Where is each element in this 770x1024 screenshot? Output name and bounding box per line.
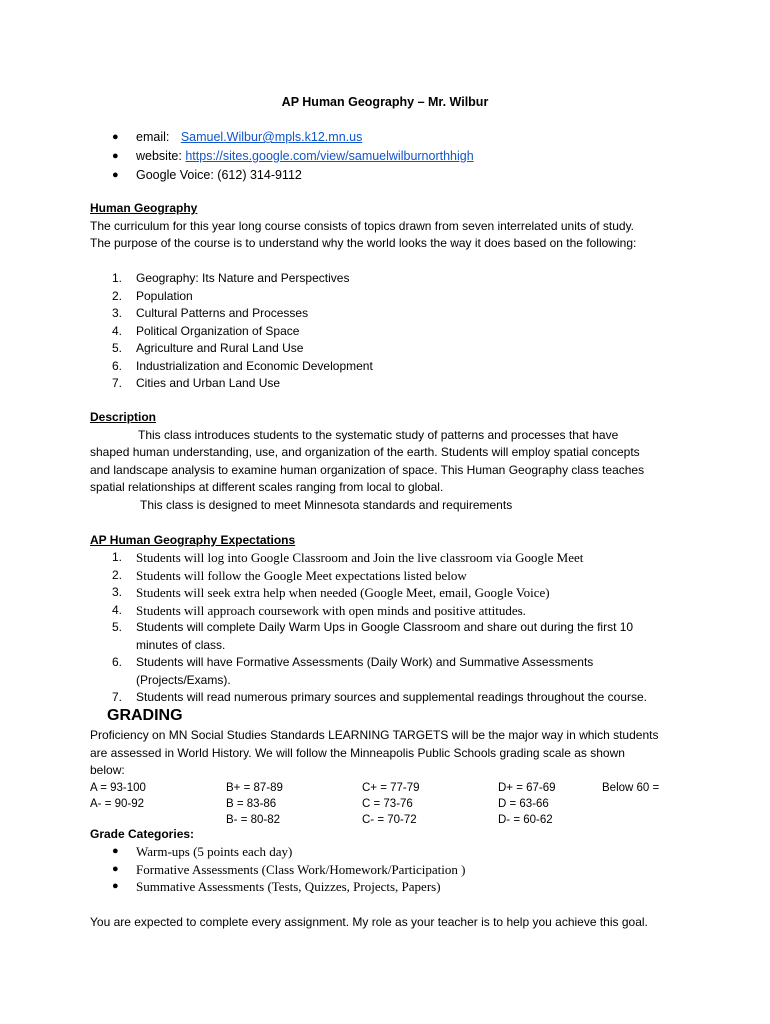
list-item: 4. Political Organization of Space <box>112 323 300 338</box>
list-item: 7. Cities and Urban Land Use <box>112 376 281 390</box>
contact-email-row <box>108 128 474 147</box>
description-heading: Description <box>90 410 157 424</box>
list-item: 3. Cultural Patterns and Processes <box>112 306 309 320</box>
grading-intro: Proficiency on MN Social Studies Standards LEARNING TARGETS will be the major way in which students are assessed in World History. We will follow the Minneapolis Public Schools grading scale as shown below: <box>90 728 659 777</box>
list-item: 4. Students will approach coursework with open minds and positive attitudes. <box>112 602 526 618</box>
expectations-list <box>90 549 647 707</box>
scale-column-d: D+ = 67-69 D = 63-66 D- = 60-62 <box>498 782 556 826</box>
website-link[interactable]: https://sites.google.com/view/samuelwilburnorthhigh <box>185 149 474 163</box>
list-item: 7. Students will read numerous primary sources and supplemental readings throughout the course. <box>112 690 647 704</box>
list-item: 3. Students will seek extra help when needed (Google Meet, email, Google Voice) <box>112 585 550 600</box>
list-item: 6. Industrialization and Economic Development <box>112 358 373 373</box>
list-item: 2. Students will follow the Google Meet expectations listed below <box>112 567 467 583</box>
description-line: spatial relationships at different scales ranging from local to global. <box>90 480 444 494</box>
human-geography-section <box>90 200 690 253</box>
standards-line: This class is designed to meet Minnesota standards and requirements <box>140 497 513 512</box>
list-item: ● Warm-ups (5 points each day) <box>112 844 293 859</box>
bullet-icon: ● <box>112 862 119 875</box>
grade-categories-list <box>108 843 465 896</box>
google-voice-text: Google Voice: (612) 314-9112 <box>136 168 302 182</box>
list-item: 5. Agriculture and Rural Land Use <box>112 341 304 355</box>
grading-heading: GRADING <box>107 707 183 724</box>
expectations-heading: AP Human Geography Expectations <box>90 533 296 547</box>
bullet-icon: ● <box>112 880 119 892</box>
bullet-icon: ● <box>112 169 119 181</box>
list-item: ● Formative Assessments (Class Work/Homework/Participation ) <box>112 861 466 877</box>
list-item: 1. Students will log into Google Classroom and Join the live classroom via Google Meet <box>112 550 584 565</box>
email-label: email: <box>136 130 170 144</box>
scale-column-below: Below 60 = <box>602 782 660 794</box>
scale-column-a: A = 93-100 A- = 90-92 <box>90 782 146 810</box>
units-list <box>90 270 373 393</box>
description-section <box>90 409 690 514</box>
grade-categories-heading: Grade Categories: <box>90 827 195 841</box>
contact-website-row <box>108 147 474 166</box>
email-link[interactable]: Samuel.Wilbur@mpls.k12.mn.us <box>180 130 363 144</box>
curriculum-line-2: The purpose of the course is to understand why the world looks the way it does based on the following: <box>90 236 637 250</box>
description-line: shaped human understanding, use, and organization of the earth. Students will employ spatial concepts <box>90 445 640 459</box>
list-item: 2. Population <box>112 288 193 303</box>
human-geography-heading: Human Geography <box>90 201 198 215</box>
list-item: 1. Geography: Its Nature and Perspectives <box>112 271 350 285</box>
scale-column-c: C+ = 77-79 C = 73-76 C- = 70-72 <box>362 782 420 826</box>
contact-list <box>108 128 474 185</box>
description-line: and landscape analysis to examine human organization of space. This Human Geography class teaches <box>90 462 645 477</box>
document-title: AP Human Geography – Mr. Wilbur <box>281 95 489 109</box>
list-item: 6. Students will have Formative Assessments (Daily Work) and Summative Assessments (Projects/Exams). <box>112 655 594 687</box>
closing-statement: You are expected to complete every assignment. My role as your teacher is to help you achieve this goal. <box>90 915 648 929</box>
contact-voice-row <box>108 166 474 185</box>
bullet-icon: ● <box>112 150 119 162</box>
bullet-icon: ● <box>112 845 119 857</box>
description-line: This class introduces students to the systematic study of patterns and processes that have <box>138 427 619 442</box>
website-label: website: <box>136 149 182 163</box>
curriculum-line-1: The curriculum for this year long course consists of topics drawn from seven interrelated units of study. <box>90 218 635 233</box>
bullet-icon: ● <box>112 131 119 143</box>
list-item: ● Summative Assessments (Tests, Quizzes, Projects, Papers) <box>112 879 441 894</box>
list-item: 5. Students will complete Daily Warm Ups in Google Classroom and share out during the first 10 minutes of class. <box>112 620 634 652</box>
scale-column-b: B+ = 87-89 B = 83-86 B- = 80-82 <box>226 782 283 826</box>
